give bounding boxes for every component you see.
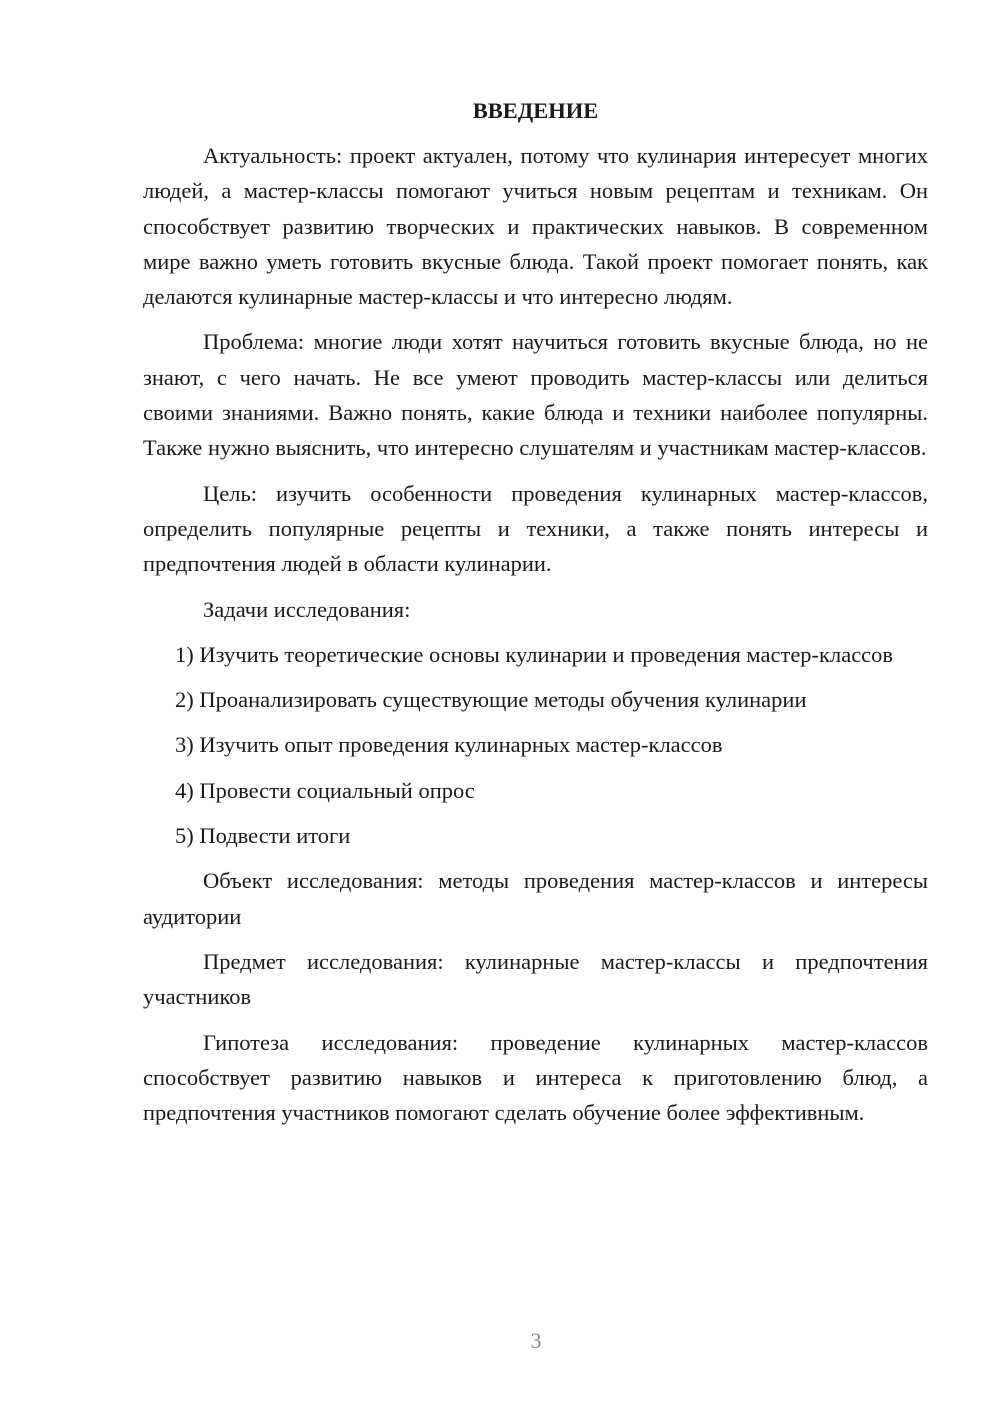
page-number: 3 <box>530 1328 542 1353</box>
relevance-paragraph: Актуальность: проект актуален, потому что кулинария интересует многих людей, а мастер-классы помогают учиться новым рецептам и техникам. Он способствует развитию творческих и практических навыков. В современном мире важно уметь готовить вкусные блюда. Такой проект помогает понять, как делаются кулинарные мастер-классы и что интересно людям. <box>143 143 928 310</box>
task-item: 1) Изучить теоретические основы кулинарии и проведения мастер-классов <box>175 641 894 667</box>
task-item: 2) Проанализировать существующие методы обучения кулинарии <box>175 687 807 713</box>
problem-paragraph: Проблема: многие люди хотят научиться готовить вкусные блюда, но не знают, с чего начать. Не все умеют проводить мастер-классы или делиться своими знаниями. Важно понять, какие блюда и техники наиболее популярны. Также нужно выяснить, что интересно слушателям и участникам мастер-классов. <box>143 329 928 461</box>
tasks-heading: Задачи исследования: <box>203 596 411 622</box>
section-title: ВВЕДЕНИЕ <box>472 98 599 123</box>
page-content <box>143 93 928 1140</box>
task-item: 4) Провести социальный опрос <box>175 777 475 803</box>
subject-paragraph: Предмет исследования: кулинарные мастер-классы и предпочтения участников <box>143 948 928 1010</box>
task-item: 5) Подвести итоги <box>175 823 351 849</box>
object-paragraph: Объект исследования: методы проведения мастер-классов и интересы аудитории <box>143 868 928 929</box>
goal-paragraph: Цель: изучить особенности проведения кулинарных мастер-классов, определить популярные рецепты и техники, а также понять интересы и предпочтения людей в области кулинарии. <box>143 480 928 577</box>
hypothesis-paragraph: Гипотеза исследования: проведение кулинарных мастер-классов способствует развитию навыков и интереса к приготовлению блюд, а предпочтения участников помогают сделать обучение более эффективным. <box>143 1029 928 1126</box>
task-item: 3) Изучить опыт проведения кулинарных мастер-классов <box>175 732 723 758</box>
